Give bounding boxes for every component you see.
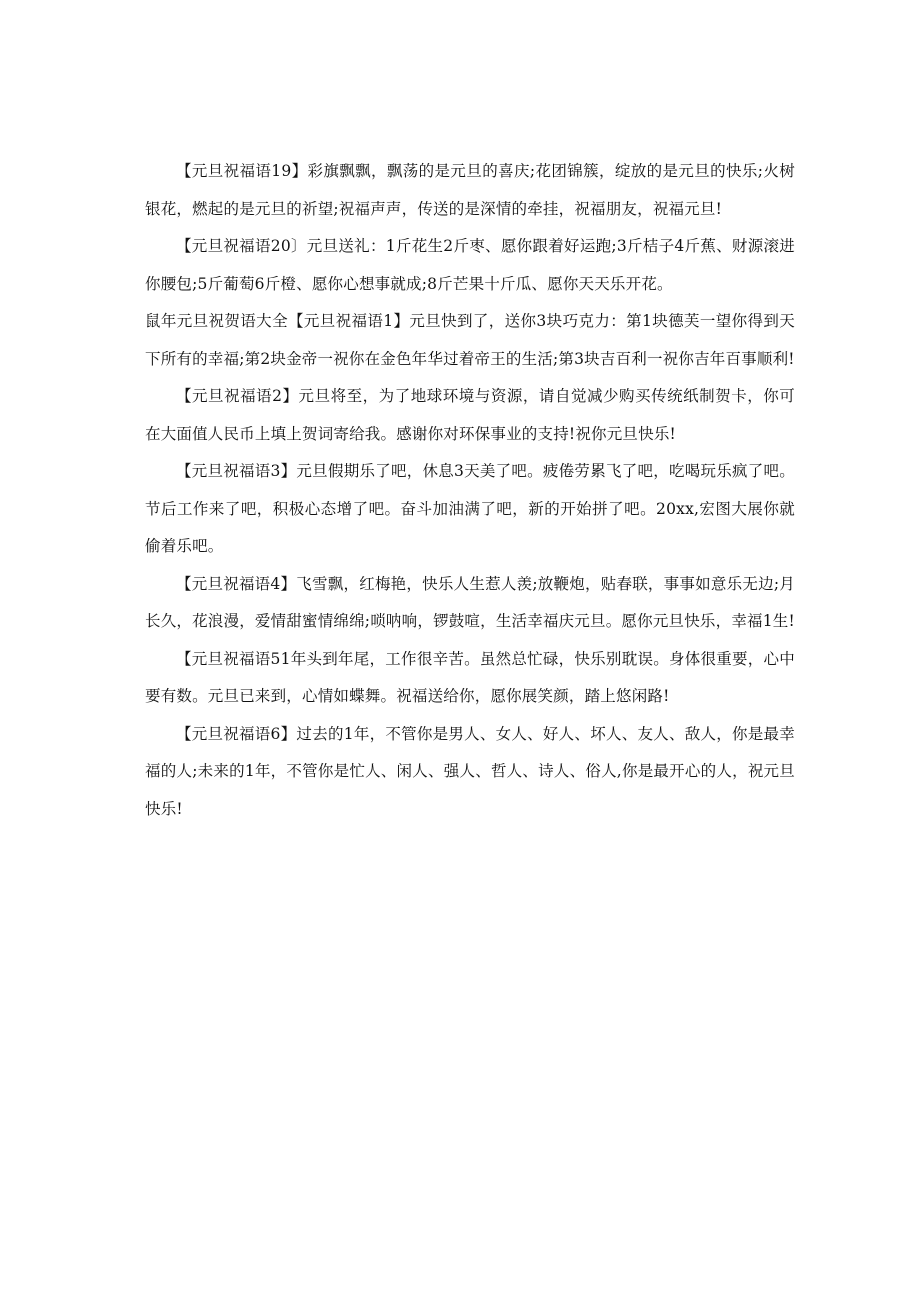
paragraph-greeting-5: 【元旦祝福语51年头到年尾，工作很辛苦。虽然总忙碌，快乐别耽误。身体很重要，心中要有数。元旦已来到，心情如蝶舞。祝福送给你，愿你展笑颜，踏上悠闲路! [145,649,795,705]
paragraph-greeting-1: 鼠年元旦祝贺语大全【元旦祝福语1】元旦快到了，送你3块巧克力：第1块德芙一望你得到天下所有的幸福;第2块金帝一祝你在金色年华过着帝王的生活;第3块吉百利一祝你吉年百事顺利! [145,312,795,368]
paragraph-greeting-20: 【元旦祝福语20〕元旦送礼：1斤花生2斤枣、愿你跟着好运跑;3斤桔子4斤蕉、财源滚进你腰包;5斤葡萄6斤橙、愿你心想事就成;8斤芒果十斤瓜、愿你天天乐开花。 [145,237,795,293]
paragraph-greeting-3: 【元旦祝福语3】元旦假期乐了吧，休息3天美了吧。疲倦劳累飞了吧，吃喝玩乐疯了吧。节后工作来了吧，积极心态增了吧。奋斗加油满了吧，新的开始拼了吧。20xx,宏图大展你就偷着乐吧。 [145,462,795,555]
paragraph-greeting-2: 【元旦祝福语2】元旦将至，为了地球环境与资源，请自觉减少购买传统纸制贺卡，你可在大面值人民币上填上贺词寄给我。感谢你对环保事业的支持!祝你元旦快乐! [145,387,795,443]
document-body [145,153,795,828]
paragraph-greeting-6: 【元旦祝福语6】过去的1年，不管你是男人、女人、好人、坏人、友人、敌人，你是最幸福的人;未来的1年，不管你是忙人、闲人、强人、哲人、诗人、俗人,你是最开心的人，祝元旦快乐! [145,724,795,818]
paragraph-greeting-4: 【元旦祝福语4】飞雪飘，红梅艳，快乐人生惹人羡;放鞭炮，贴春联，事事如意乐无边;月长久，花浪漫，爱情甜蜜情绵绵;唢呐响，锣鼓喧，生活幸福庆元旦。愿你元旦快乐，幸福1生! [145,574,795,630]
paragraph-greeting-19: 【元旦祝福语19】彩旗飘飘，飘荡的是元旦的喜庆;花团锦簇，绽放的是元旦的快乐;火树银花，燃起的是元旦的祈望;祝福声声，传送的是深情的牵挂，祝福朋友，祝福元旦! [145,162,795,218]
